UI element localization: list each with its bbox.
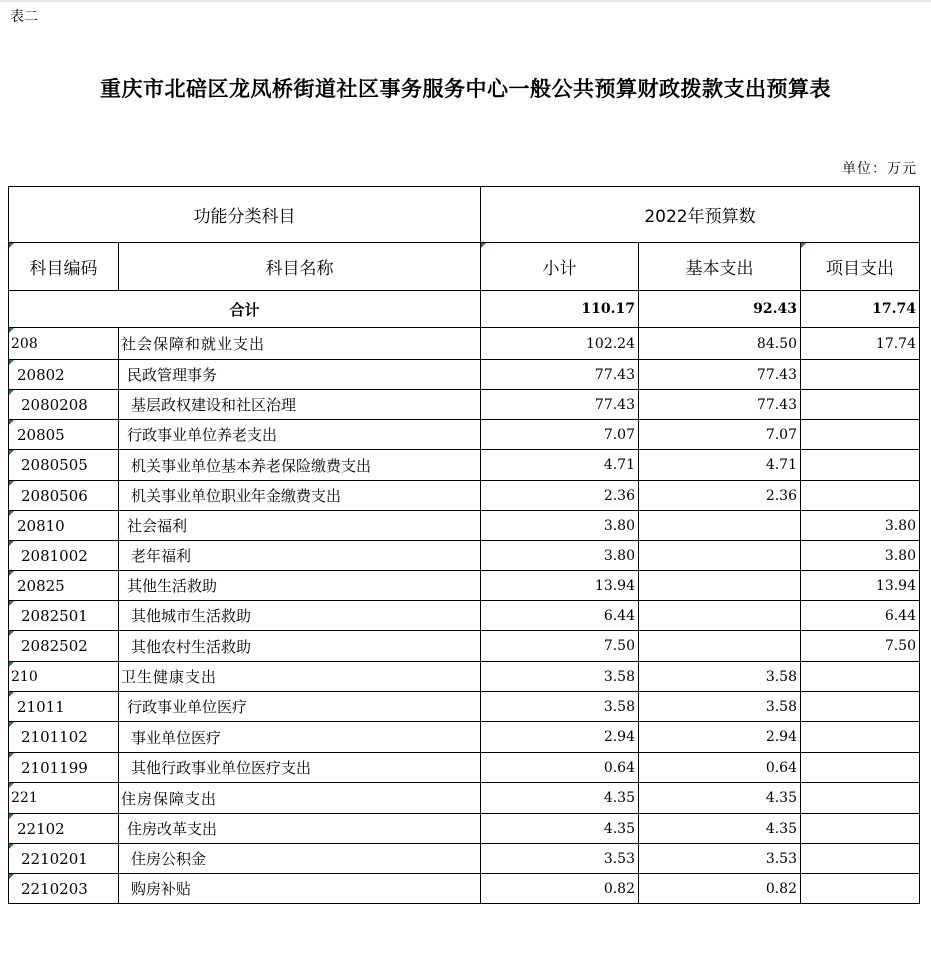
row-name: 行政事业单位养老支出 <box>119 420 481 450</box>
row-project <box>801 481 920 511</box>
row-code: 20810 <box>9 511 119 541</box>
table-row <box>9 692 920 722</box>
row-basic: 3.53 <box>639 844 801 874</box>
table-row <box>9 631 920 662</box>
row-project <box>801 360 920 390</box>
budget-table <box>8 186 920 904</box>
row-name: 老年福利 <box>119 541 481 571</box>
row-project: 3.80 <box>801 511 920 541</box>
header-project: 项目支出 <box>801 243 920 291</box>
row-basic <box>639 571 801 601</box>
row-code: 2080208 <box>9 390 119 420</box>
header-name: 科目名称 <box>119 243 481 291</box>
row-subtotal: 13.94 <box>481 571 639 601</box>
row-basic: 4.35 <box>639 783 801 814</box>
row-subtotal: 4.35 <box>481 783 639 814</box>
row-code: 2101102 <box>9 722 119 753</box>
row-basic <box>639 601 801 631</box>
header-row-columns <box>9 243 920 291</box>
row-code: 2082502 <box>9 631 119 662</box>
row-name: 社会福利 <box>119 511 481 541</box>
row-project <box>801 753 920 783</box>
row-code: 20825 <box>9 571 119 601</box>
row-name: 机关事业单位基本养老保险缴费支出 <box>119 450 481 481</box>
row-subtotal: 2.36 <box>481 481 639 511</box>
row-basic: 0.82 <box>639 874 801 904</box>
row-code: 2101199 <box>9 753 119 783</box>
row-name: 事业单位医疗 <box>119 722 481 753</box>
row-project <box>801 722 920 753</box>
table-row <box>9 844 920 874</box>
row-basic <box>639 541 801 571</box>
header-subtotal: 小计 <box>481 243 639 291</box>
row-name: 其他农村生活救助 <box>119 631 481 662</box>
row-code: 221 <box>9 783 119 814</box>
row-subtotal: 0.64 <box>481 753 639 783</box>
row-name: 行政事业单位医疗 <box>119 692 481 722</box>
row-project <box>801 390 920 420</box>
header-functional-classification: 功能分类科目 <box>9 187 481 243</box>
row-code: 21011 <box>9 692 119 722</box>
row-project: 13.94 <box>801 571 920 601</box>
top-divider <box>0 0 931 2</box>
row-name: 社会保障和就业支出 <box>119 328 481 360</box>
row-subtotal: 77.43 <box>481 390 639 420</box>
page-title: 重庆市北碚区龙凤桥街道社区事务服务中心一般公共预算财政拨款支出预算表 <box>100 77 831 101</box>
table-row <box>9 390 920 420</box>
row-name: 卫生健康支出 <box>119 662 481 692</box>
row-subtotal: 3.80 <box>481 511 639 541</box>
row-basic <box>639 631 801 662</box>
total-label: 合计 <box>9 291 481 328</box>
row-subtotal: 4.71 <box>481 450 639 481</box>
table-number: 表二 <box>10 9 38 25</box>
row-subtotal: 7.07 <box>481 420 639 450</box>
row-basic: 2.94 <box>639 722 801 753</box>
row-name: 住房公积金 <box>119 844 481 874</box>
header-basic: 基本支出 <box>639 243 801 291</box>
row-basic: 4.71 <box>639 450 801 481</box>
row-name: 住房改革支出 <box>119 814 481 844</box>
table-row <box>9 328 920 360</box>
total-basic: 92.43 <box>639 291 801 328</box>
table-row <box>9 662 920 692</box>
row-code: 20802 <box>9 360 119 390</box>
row-project: 6.44 <box>801 601 920 631</box>
row-name: 其他生活救助 <box>119 571 481 601</box>
table-row <box>9 571 920 601</box>
row-subtotal: 3.58 <box>481 662 639 692</box>
row-name: 民政管理事务 <box>119 360 481 390</box>
row-subtotal: 7.50 <box>481 631 639 662</box>
table-row <box>9 601 920 631</box>
header-row-group <box>9 187 920 243</box>
row-code: 20805 <box>9 420 119 450</box>
table-row <box>9 450 920 481</box>
row-subtotal: 4.35 <box>481 814 639 844</box>
row-code: 208 <box>9 328 119 360</box>
table-row <box>9 753 920 783</box>
row-project <box>801 814 920 844</box>
row-basic: 3.58 <box>639 692 801 722</box>
row-subtotal: 6.44 <box>481 601 639 631</box>
row-basic: 77.43 <box>639 390 801 420</box>
row-name: 购房补贴 <box>119 874 481 904</box>
header-code: 科目编码 <box>9 243 119 291</box>
row-name: 其他行政事业单位医疗支出 <box>119 753 481 783</box>
row-project <box>801 692 920 722</box>
table-row <box>9 783 920 814</box>
row-name: 基层政权建设和社区治理 <box>119 390 481 420</box>
table-row <box>9 511 920 541</box>
row-code: 2081002 <box>9 541 119 571</box>
row-subtotal: 102.24 <box>481 328 639 360</box>
row-name: 住房保障支出 <box>119 783 481 814</box>
row-project <box>801 662 920 692</box>
table-row <box>9 420 920 450</box>
total-subtotal: 110.17 <box>481 291 639 328</box>
row-project <box>801 844 920 874</box>
row-code: 210 <box>9 662 119 692</box>
table-row <box>9 874 920 904</box>
row-subtotal: 2.94 <box>481 722 639 753</box>
row-basic: 2.36 <box>639 481 801 511</box>
row-subtotal: 3.80 <box>481 541 639 571</box>
row-project <box>801 783 920 814</box>
header-budget-2022: 2022年预算数 <box>481 187 920 243</box>
table-row <box>9 360 920 390</box>
row-project: 17.74 <box>801 328 920 360</box>
row-basic: 84.50 <box>639 328 801 360</box>
row-subtotal: 3.53 <box>481 844 639 874</box>
total-row <box>9 291 920 328</box>
table-row <box>9 541 920 571</box>
row-basic: 0.64 <box>639 753 801 783</box>
row-project: 7.50 <box>801 631 920 662</box>
row-subtotal: 77.43 <box>481 360 639 390</box>
table-row <box>9 481 920 511</box>
row-code: 2080505 <box>9 450 119 481</box>
row-basic: 7.07 <box>639 420 801 450</box>
row-name: 机关事业单位职业年金缴费支出 <box>119 481 481 511</box>
total-project: 17.74 <box>801 291 920 328</box>
table-row <box>9 814 920 844</box>
table-row <box>9 722 920 753</box>
unit-label: 单位：万元 <box>842 161 917 177</box>
row-basic: 4.35 <box>639 814 801 844</box>
row-name: 其他城市生活救助 <box>119 601 481 631</box>
row-code: 22102 <box>9 814 119 844</box>
row-code: 2082501 <box>9 601 119 631</box>
row-subtotal: 0.82 <box>481 874 639 904</box>
row-code: 2080506 <box>9 481 119 511</box>
row-basic <box>639 511 801 541</box>
row-project <box>801 874 920 904</box>
row-project <box>801 450 920 481</box>
row-basic: 77.43 <box>639 360 801 390</box>
row-code: 2210203 <box>9 874 119 904</box>
row-project: 3.80 <box>801 541 920 571</box>
row-basic: 3.58 <box>639 662 801 692</box>
row-subtotal: 3.58 <box>481 692 639 722</box>
row-project <box>801 420 920 450</box>
row-code: 2210201 <box>9 844 119 874</box>
